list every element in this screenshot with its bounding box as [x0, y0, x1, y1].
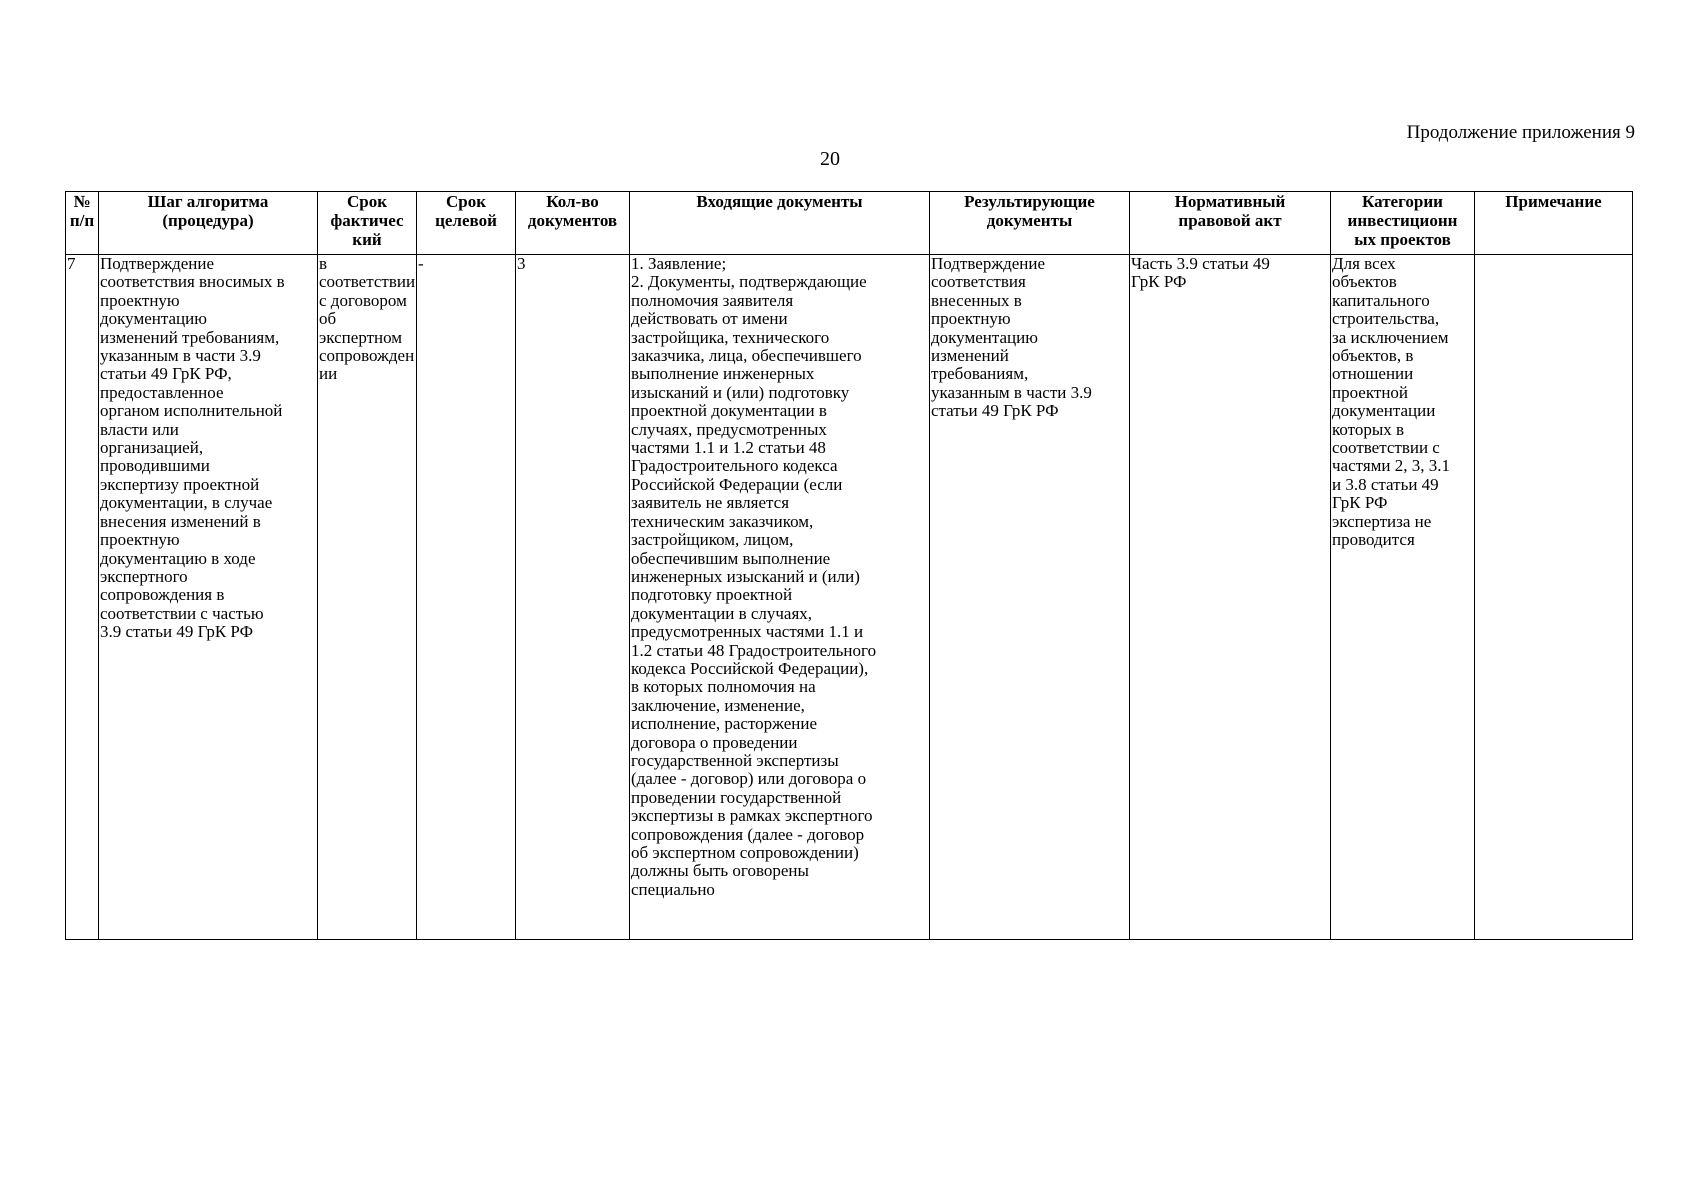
text-line: Для всех	[1332, 254, 1396, 273]
continuation-label: Продолжение приложения 9	[1406, 122, 1635, 143]
text-line: изменений требованиям,	[100, 327, 280, 347]
text-line: проектную	[931, 309, 1011, 329]
text-line: статьи 49 ГрК РФ	[931, 401, 1059, 421]
procedure-table	[65, 191, 1633, 940]
cell-term-target: -	[417, 255, 516, 940]
text-line: Категории	[1362, 192, 1443, 211]
text-line: указанным в части 3.9	[931, 382, 1092, 402]
text-line: Срок	[445, 192, 487, 211]
text-line: проведении государственной	[631, 787, 842, 807]
text-line: №	[73, 192, 91, 211]
text-line: исполнение, расторжение	[631, 714, 817, 734]
text-line: ГрК РФ	[1332, 493, 1388, 513]
text-line: которых в	[1332, 419, 1405, 439]
col-header-note	[1475, 192, 1633, 255]
text-line: Часть 3.9 статьи 49	[1131, 254, 1270, 273]
text-line: капитального	[1332, 290, 1430, 310]
text-line: 1.2 статьи 48 Градостроительного	[631, 640, 877, 660]
text-line: сопровождения в	[100, 585, 225, 605]
cell-incoming-docs	[630, 255, 930, 940]
text-line: инвестиционн	[1347, 211, 1458, 230]
text-line: заявитель не является	[631, 493, 790, 513]
text-line: ых проектов	[1354, 230, 1451, 249]
text-line: кий	[352, 230, 382, 249]
text-line: экспертиза не	[1332, 511, 1432, 531]
text-line: Подтверждение	[931, 254, 1046, 273]
text-line: документации в случаях,	[631, 603, 813, 623]
text-line: техническим заказчиком,	[631, 511, 814, 531]
text-line: организацией,	[100, 438, 204, 458]
text-line: за исключением	[1332, 327, 1449, 347]
text-line: инженерных изысканий и (или)	[631, 566, 860, 586]
text-line: 1. Заявление;	[631, 254, 727, 273]
text-line: предусмотренных частями 1.1 и	[631, 622, 864, 642]
text-line: строительства,	[1332, 309, 1440, 329]
text-line: застройщика, технического	[631, 327, 830, 347]
text-line: власти или	[100, 419, 179, 439]
text-line: изысканий и (или) подготовку	[631, 382, 850, 402]
page-number: 20	[820, 148, 840, 170]
text-line: документации	[1332, 401, 1436, 421]
text-line: изменений	[931, 346, 1009, 366]
text-line: частями 1.1 и 1.2 статьи 48	[631, 438, 826, 458]
text-line: должны быть оговорены	[631, 861, 809, 881]
text-line: экспертном	[319, 327, 403, 347]
text-line: фактичес	[330, 211, 404, 230]
cell-categories	[1331, 255, 1475, 940]
cell-legal-act	[1130, 255, 1331, 940]
text-line: отношении	[1332, 364, 1414, 384]
text-line: внесения изменений в	[100, 511, 261, 531]
text-line: предоставленное	[100, 382, 224, 402]
col-header-resulting-docs	[930, 192, 1130, 255]
text-line: правовой акт	[1178, 211, 1282, 230]
col-header-legal-act	[1130, 192, 1331, 255]
text-line: действовать от имени	[631, 309, 788, 329]
text-line: требованиям,	[931, 364, 1029, 384]
text-line: Подтверждение	[100, 254, 215, 273]
text-line: экспертизу проектной	[100, 474, 260, 494]
col-header-incoming-docs	[630, 192, 930, 255]
col-header-term-target	[417, 192, 516, 255]
text-line: экспертизы в рамках экспертного	[631, 806, 873, 826]
text-line: соответствия вносимых в	[100, 272, 285, 292]
text-line: сопровождения (далее - договор	[631, 824, 865, 844]
cell-term-actual	[318, 255, 417, 940]
text-line: заказчика, лица, обеспечившего	[631, 346, 862, 366]
text-line: документацию в ходе	[100, 548, 256, 568]
text-line: специально	[631, 879, 715, 899]
text-line: заключение, изменение,	[631, 695, 805, 715]
text-line: ГрК РФ	[1131, 272, 1187, 292]
text-line: Кол-во	[546, 192, 599, 211]
text-line: соответствия	[931, 272, 1026, 292]
text-line: Российской Федерации (если	[631, 474, 843, 494]
text-line: об экспертном сопровождении)	[631, 843, 859, 862]
text-line: Нормативный	[1174, 192, 1286, 211]
text-line: статьи 49 ГрК РФ,	[100, 364, 232, 384]
text-line: проектной	[1332, 382, 1409, 402]
text-line: объектов, в	[1332, 346, 1414, 366]
text-line: договора о проведении	[631, 732, 798, 752]
text-line: полномочия заявителя	[631, 290, 794, 310]
text-line: государственной экспертизы	[631, 750, 839, 770]
text-line: документацию	[931, 327, 1038, 347]
text-line: кодекса Российской Федерации),	[631, 658, 869, 678]
text-line: 2. Документы, подтверждающие	[631, 272, 867, 292]
text-line: (далее - договор) или договора о	[631, 769, 867, 789]
text-line: Шаг алгоритма	[147, 192, 269, 211]
cell-step	[99, 255, 318, 940]
text-line: экспертного	[100, 566, 188, 586]
text-line: Примечание	[1505, 192, 1602, 211]
text-line: проводившими	[100, 456, 210, 476]
col-header-number	[66, 192, 99, 255]
text-line: в	[319, 254, 328, 273]
text-line: документации, в случае	[100, 493, 273, 513]
text-line: объектов	[1332, 272, 1397, 292]
col-header-doc-count	[516, 192, 630, 255]
text-line: Входящие документы	[696, 192, 863, 211]
text-line: соответствии	[319, 272, 416, 292]
text-line: Градостроительного кодекса	[631, 456, 838, 476]
cell-doc-count: 3	[516, 255, 630, 940]
col-header-step	[99, 192, 318, 255]
text-line: указанным в части 3.9	[100, 346, 261, 366]
text-line: 3.9 статьи 49 ГрК РФ	[100, 622, 254, 642]
text-line: выполнение инженерных	[631, 364, 815, 384]
text-line: внесенных в	[931, 290, 1022, 310]
text-line: об	[319, 309, 337, 329]
text-line: соответствии с частью	[100, 603, 264, 623]
text-line: обеспечившим выполнение	[631, 548, 831, 568]
text-line: проектную	[100, 530, 180, 550]
text-line: проводится	[1332, 530, 1415, 550]
text-line: в которых полномочия на	[631, 677, 816, 697]
text-line: органом исполнительной	[100, 401, 283, 421]
text-line: соответствии с	[1332, 438, 1440, 458]
cell-resulting-docs	[930, 255, 1130, 940]
text-line: частями 2, 3, 3.1	[1332, 456, 1451, 476]
text-line: целевой	[435, 211, 497, 230]
text-line: сопровожден	[319, 346, 415, 366]
text-line: документацию	[100, 309, 207, 329]
text-line: (процедура)	[162, 211, 254, 230]
text-line: проектную	[100, 290, 180, 310]
cell-note	[1475, 255, 1633, 940]
table-header-row	[66, 192, 1633, 255]
table-row	[66, 255, 1633, 940]
text-line: п/п	[69, 211, 95, 230]
text-line: застройщиком, лицом,	[631, 530, 794, 550]
text-line: документы	[986, 211, 1073, 230]
text-line: ии	[319, 364, 338, 384]
col-header-categories	[1331, 192, 1475, 255]
text-line: с договором	[319, 290, 407, 310]
text-line: и 3.8 статьи 49	[1332, 474, 1439, 494]
cell-number: 7	[66, 255, 99, 940]
text-line: Результирующие	[964, 192, 1095, 211]
text-line: проектной документации в	[631, 401, 827, 421]
text-line: случаях, предусмотренных	[631, 419, 827, 439]
text-line: подготовку проектной	[631, 585, 793, 605]
col-header-term-actual	[318, 192, 417, 255]
text-line: Срок	[346, 192, 388, 211]
text-line: документов	[527, 211, 618, 230]
